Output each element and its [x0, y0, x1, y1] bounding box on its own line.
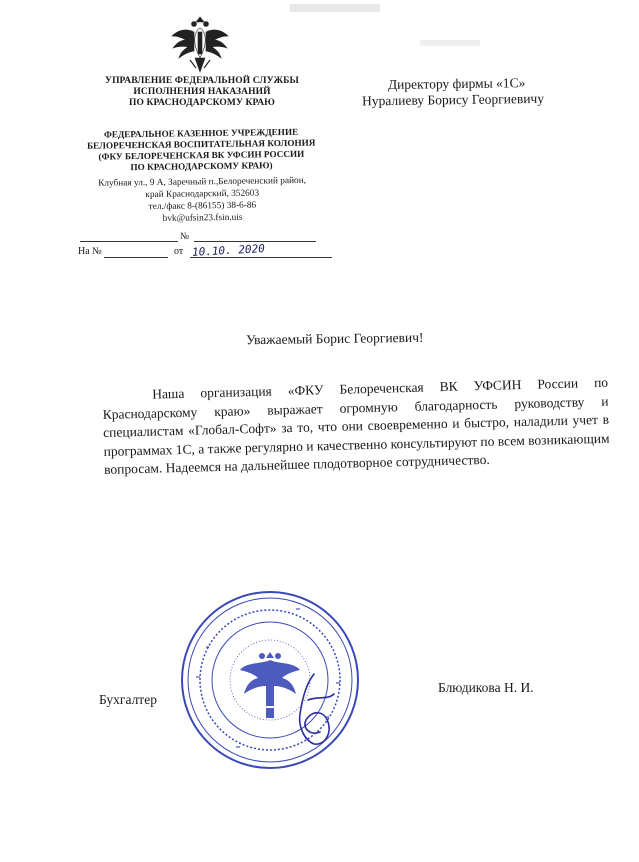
- recipient-line-2: Нуралиеву Борису Георгиевичу: [362, 90, 545, 109]
- number-rule: [80, 241, 178, 242]
- institution-line: ФЕДЕРАЛЬНОЕ КАЗЕННОЕ УЧРЕЖДЕНИЕ: [103, 126, 299, 140]
- recipient-block: [362, 75, 545, 109]
- address-block: [82, 175, 323, 226]
- scan-artifact: [290, 4, 380, 12]
- scan-artifact: [420, 40, 480, 46]
- fsin-emblem-icon: [168, 14, 232, 76]
- recipient-line-1: Директору фирмы «1С»: [387, 75, 526, 93]
- institution-header: [70, 126, 333, 174]
- header-line: ПО КРАСНОДАРСКОМУ КРАЮ: [129, 98, 275, 108]
- institution-line: (ФКУ БЕЛОРЕЧЕНСКАЯ ВК УФСИН РОССИИ: [98, 148, 305, 162]
- email-line: bvk@ufsin23.fsin.uis: [162, 212, 243, 224]
- handwritten-signature-icon: [284, 670, 344, 750]
- handwritten-date: 10.10. 2020: [191, 242, 266, 259]
- address-line: тел./факс 8-(86155) 38-6-86: [148, 200, 257, 213]
- signer-name: Блюдикова Н. И.: [438, 680, 534, 695]
- signer-role: Бухгалтер: [99, 692, 157, 707]
- salutation: Уважаемый Борис Георгиевич!: [245, 329, 424, 348]
- header-line: ИСПОЛНЕНИЯ НАКАЗАНИЙ: [133, 87, 271, 97]
- authority-header: [72, 76, 332, 109]
- institution-line: БЕЛОРЕЧЕНСКАЯ ВОСПИТАТЕЛЬНАЯ КОЛОНИЯ: [86, 137, 316, 151]
- address-line: Клубная ул., 9 А, Заречный п.,Белореченский район,: [98, 175, 307, 189]
- letter-body: Наша организация «ФКУ Белореченская ВК УФСИН России по Краснодарскому краю» выражает огромную благодарность руководству и специалистам «Глобал-Софт» за то, что они своевременно и быстро, наладили учет в программах 1С, а также регулярно и качественно консультируют по всем возникающим вопросам. Надеемся на дальнейшее плодотворное сотрудничество.: [102, 374, 610, 477]
- ref-label: На №: [78, 246, 102, 257]
- address-line: край Краснодарский, 352603: [145, 188, 260, 201]
- number-sign: №: [180, 232, 190, 242]
- institution-line: ПО КРАСНОДАРСКОМУ КРАЮ): [130, 160, 273, 173]
- from-label: от: [174, 246, 184, 257]
- ref-rule: [104, 257, 168, 258]
- header-line: УПРАВЛЕНИЕ ФЕДЕРАЛЬНОЙ СЛУЖБЫ: [105, 76, 299, 86]
